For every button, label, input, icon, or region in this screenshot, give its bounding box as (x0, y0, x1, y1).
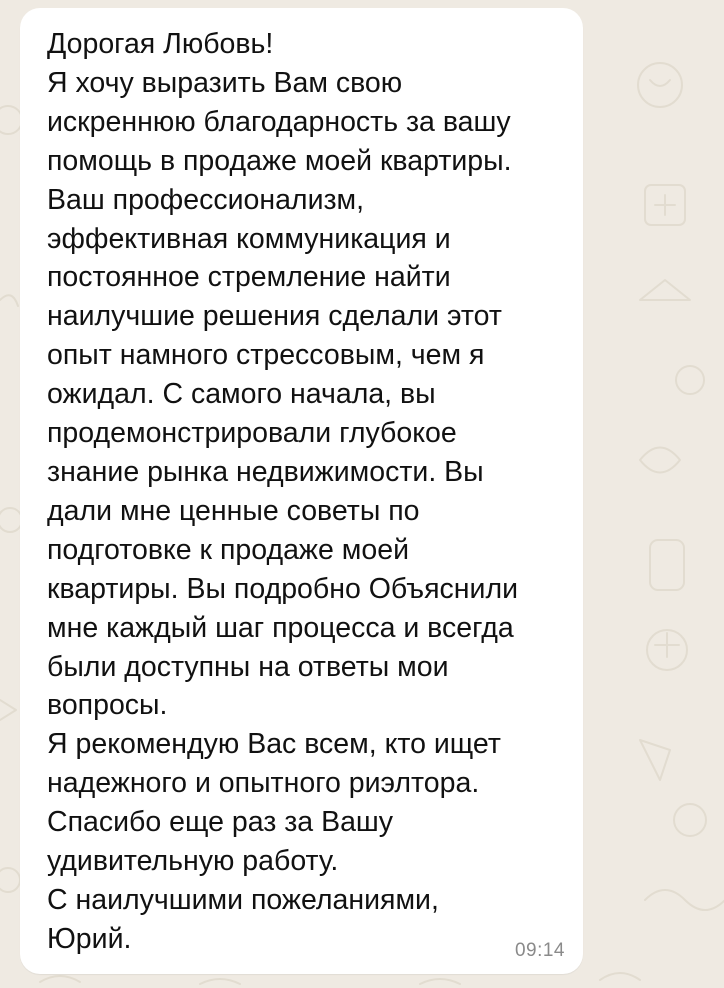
message-line: вопросы. (47, 689, 168, 722)
message-line: Я хочу выразить Вам свою (47, 66, 403, 99)
message-text (47, 25, 577, 959)
message-line: эффективная коммуникация и (47, 222, 451, 255)
message-line: Спасибо еще раз за Вашу (47, 806, 394, 839)
message-line: помощь в продаже моей квартиры. (47, 144, 512, 177)
message-line: надежного и опытного риэлтора. (47, 767, 480, 800)
message-line: наилучшие решения сделали этот (47, 300, 502, 333)
message-line: ожидал. С самого начала, вы (47, 378, 436, 411)
message-timestamp: 09:14 (514, 940, 565, 961)
message-line: С наилучшими пожеланиями, (47, 883, 439, 916)
message-line: Юрий. (47, 922, 132, 955)
message-line: знание рынка недвижимости. Вы (47, 455, 484, 488)
message-line: постоянное стремление найти (47, 261, 451, 294)
message-line: были доступны на ответы мои (47, 650, 449, 683)
message-line: подготовке к продаже моей (47, 533, 409, 566)
message-line: опыт намного стрессовым, чем я (47, 339, 485, 372)
message-line: квартиры. Вы подробно Объяснили (47, 572, 518, 605)
message-line: искреннюю благодарность за вашу (47, 105, 511, 138)
message-line: дали мне ценные советы по (47, 494, 420, 527)
message-line: Дорогая Любовь! (47, 28, 274, 60)
message-line: удивительную работу. (47, 845, 339, 878)
message-line: Ваш профессионализм, (47, 183, 365, 216)
message-line: мне каждый шаг процесса и всегда (47, 611, 514, 644)
message-line: Я рекомендую Вас всем, кто ищет (47, 728, 501, 761)
message-line: продемонстрировали глубокое (47, 417, 457, 450)
message-bubble[interactable] (20, 8, 583, 974)
